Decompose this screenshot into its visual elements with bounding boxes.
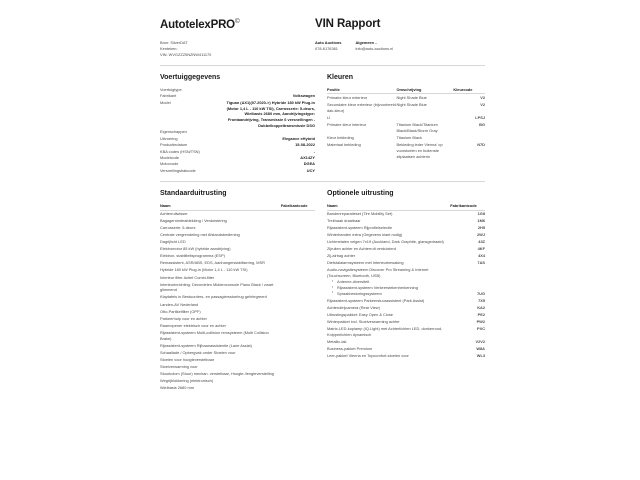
equipment-code (281, 322, 315, 329)
table-row (160, 363, 315, 370)
table-row (327, 102, 485, 115)
equipment-code (281, 384, 315, 391)
table-row (327, 326, 485, 339)
equipment-code (281, 363, 315, 370)
equipment-code (281, 239, 315, 246)
mid-divider (160, 181, 485, 182)
equipment-name: Raamopener elektrisch voor en achter (160, 322, 226, 328)
equipment-code (281, 294, 315, 301)
vehicle-data-label: Fabrikant (160, 93, 177, 99)
equipment-name: Otto-Partikelfilter (OPF) (160, 308, 201, 314)
equipment-name: Bagageruimteafdekking / Verduistering (160, 218, 227, 224)
vehicle-data-label: Versnellingsbakcode (160, 167, 196, 173)
brand-name: AutotelexPRO (160, 18, 235, 31)
equipment-code (281, 246, 315, 253)
table-row (160, 301, 315, 308)
table-row (160, 210, 315, 218)
vehicle-data-row (160, 136, 315, 142)
table-row (327, 210, 485, 218)
list-item: ▪ Rijassistent-systeem Verkeerstekenherkenning (333, 285, 450, 291)
table-row (327, 338, 485, 345)
color-description: Titanium Black (396, 134, 422, 140)
table-row (327, 319, 485, 326)
table-row (160, 246, 315, 253)
table-row (160, 356, 315, 363)
equipment-code (281, 253, 315, 260)
standard-equipment-header-row (160, 203, 315, 210)
table-row (327, 246, 485, 253)
equipment-name: Metallic-lak (327, 339, 347, 345)
contact-name: Auto Auctions (315, 40, 342, 45)
equipment-name: Landen-AV Nederland (160, 301, 199, 307)
color-description (397, 114, 454, 121)
table-row (160, 260, 315, 267)
standard-equipment-title: Standaarduitrusting (160, 190, 227, 197)
vehicle-data-row (160, 93, 315, 99)
equipment-name: Wegrijblokkering (elektronisch) (160, 377, 214, 383)
vehicle-data-value: AX14ZY (300, 154, 315, 160)
equipment-code: 1M6 (477, 218, 485, 224)
color-position: LI (327, 115, 331, 121)
table-row (160, 274, 315, 281)
vehicle-data-label: Model (160, 99, 171, 105)
vehicle-data-label: Uitvoering (160, 135, 178, 141)
table-row (160, 267, 315, 274)
table-row (327, 297, 485, 304)
plate-label: Kenteken: (160, 45, 178, 51)
report-sheet (160, 18, 485, 391)
equipment-name: Audio-navigatiesysteem Discover Pro Streaming & Internet (Touchscreen, Bluetooth, USB) ▪ Antenne-diversiteit ▪ Rijassistent-systeem Verkeerstekenherkenning ▪ Spraakbesturingssysteem (327, 267, 450, 297)
table-row (327, 353, 485, 360)
table-row (160, 253, 315, 260)
equipment-code (281, 232, 315, 239)
vehicle-data-label: KBA codes (HSN/TSN) (160, 148, 200, 154)
vehicle-data-label: Modelcode (160, 154, 180, 160)
equipment-code (281, 301, 315, 308)
equipment-name: Diefstalalarmsysteem met Interieurbewaking (327, 260, 404, 266)
equipment-name: Matrix-LED-koplamp (IQ.Light) met Achterlichten LED, donkerrood, Knipperlichten dynamisch (327, 326, 443, 337)
color-position: Secundaire kleur exterieur (bijvoorbeeld dak-kleur) (327, 102, 396, 113)
color-position: Primaire kleur exterieur (327, 95, 368, 101)
equipment-name: Lichtmetalen velgen 7x19 (Auckland, Dark Graphite, glansgedraaid) (327, 239, 444, 245)
equipment-name: Zijruiten achter en Achterruit verduisterd (327, 246, 396, 252)
vehicle-data-label: Eigenschappen (160, 129, 187, 135)
equipment-code: WL3 (476, 353, 485, 359)
vehicle-data-value: 15-08-2022 (295, 142, 315, 148)
equipment-code: 2WJ (477, 232, 485, 238)
vehicle-data-label: Productiedatum (160, 142, 188, 148)
equipment-name: Winterpakket incl. Stoelverwarming achter (327, 319, 400, 325)
equipment-code: W8A (476, 346, 485, 352)
equipment-name: Centrale vergrendeling met Afstandsbediening (160, 232, 240, 238)
vehicle-data-value: - (313, 148, 315, 154)
optional-equipment-title: Optionele uitrusting (327, 190, 394, 197)
color-description: Bekleding leder Vienna' op voorstoelen en buitenste zitplaatsen achterin (396, 142, 443, 159)
table-row (160, 232, 315, 239)
vehicle-data-row (160, 155, 315, 161)
colors-col-code: Kleurcode (453, 87, 485, 94)
equipment-name: Dagrijlicht LED (160, 239, 186, 245)
equipment-code (281, 274, 315, 281)
contact-email[interactable]: info@auto-auctions.nl (355, 45, 394, 51)
table-row (160, 294, 315, 301)
table-row (327, 218, 485, 225)
color-position: Materiaal bekleding (327, 142, 361, 148)
table-row (327, 141, 485, 160)
equipment-name: Stoelen voor hoogteverstelbaar (160, 356, 215, 362)
vehicle-data-value (216, 129, 315, 135)
equipment-name: Rijassistent-systeem Rijprofielselectie (327, 225, 393, 231)
optional-equipment-body (327, 210, 485, 360)
equipment-code: KA2 (477, 305, 485, 310)
optional-equipment-header-row (327, 203, 485, 210)
table-row (327, 225, 485, 232)
vehicle-data-section (160, 72, 315, 174)
color-code: V2 (480, 102, 485, 108)
standard-equipment-body (160, 210, 315, 391)
color-code: LPSJ (475, 115, 485, 121)
vehicle-data-row (160, 161, 315, 167)
color-code (453, 134, 485, 141)
equipment-code (281, 225, 315, 232)
equipment-name: Trekhaak draaibaar (327, 218, 361, 224)
vehicle-data-value: Tiguan (AX1)(07.2020->) Hybride 180 kW Plug-in (Motor 1,4 L - 110 kW TSI), Carrosserie: 5-deurs, Wielbasis 2680 mm, Aandrijvingstype: Frontaandrijving, Transmissie 6 versnellingen - Dubbelkoppeltransmissie DSG (226, 99, 315, 129)
equipment-code: 43Z (478, 239, 485, 245)
equipment-code (281, 356, 315, 363)
list-item: ▪ Spraakbesturingssysteem (333, 291, 450, 297)
equipment-code: PE2 (477, 312, 485, 318)
list-item: ▪ Antenne-diversiteit (333, 279, 450, 285)
vehicle-data-value (216, 87, 315, 93)
equipment-name: Achterruitwisser (160, 211, 188, 217)
optional-equipment-section (327, 188, 485, 391)
equipment-name: Remassistent, ASR/ABS, EDS, Aanhangerstabilisering, MSR (160, 260, 265, 266)
lower-columns (160, 188, 485, 391)
standard-col-name: Naam (160, 203, 281, 210)
equipment-name: Winterbanden extra (Gegevens klant nodig) (327, 232, 403, 238)
contact-dealer (315, 40, 341, 52)
vehicle-data-title: Voertuiggegevens (160, 73, 221, 81)
equipment-code (281, 210, 315, 218)
equipment-code: 4KF (477, 246, 485, 252)
equipment-code (281, 218, 315, 225)
equipment-code (281, 260, 315, 267)
color-code: V2 (480, 95, 485, 101)
equipment-name: Stuurkolom (Stuur) mechan. verstelbaar, Hoogte-/lengteverstelling (160, 370, 274, 376)
equipment-sub-list (327, 279, 450, 297)
table-row (160, 384, 315, 391)
equipment-code (281, 267, 315, 274)
header-right-block (315, 18, 485, 52)
equipment-name: Klaptafels in Bestuurders- en passagiersstoelrug geïntegreerd (160, 294, 267, 300)
contact-name: Algemeen .. (355, 40, 378, 45)
table-row (327, 239, 485, 246)
equipment-name: Achteruitrijcamera (Rear View) (327, 305, 380, 310)
table-row (327, 260, 485, 267)
vehicle-data-value: Elegance eHybrid (282, 135, 315, 141)
color-code: N7D (477, 142, 485, 148)
colors-col-description: Omschrijving (397, 87, 454, 94)
equipment-name: Uitrustingspakket: Easy Open & Close (327, 312, 393, 318)
equipment-code: 1G8 (477, 211, 485, 217)
table-row (327, 121, 485, 134)
color-code: BG (479, 122, 485, 128)
equipment-name: Bandenreparatieset (Tire Mobility Set) (327, 211, 393, 217)
table-row (160, 308, 315, 315)
standard-equipment-table (160, 203, 315, 391)
contact-detail: 078-6176361 (315, 45, 338, 51)
optional-equipment-table (327, 203, 485, 360)
equipment-name: Leer-pakket Vienna en Topcomfort-stoelen voor (327, 353, 409, 359)
vehicle-data-value: Volkswagen (292, 93, 315, 99)
equipment-name: Carrosserie: 5-deurs (160, 225, 196, 231)
table-row (327, 311, 485, 318)
equipment-code (281, 308, 315, 315)
equipment-name: Elektromotor 85 kW (hybride aandrijving) (160, 246, 231, 252)
vehicle-data-label: Voertuigtype (160, 86, 182, 92)
optional-col-code: Fabrikantcode (450, 203, 485, 210)
equipment-code: 7AS (477, 260, 485, 266)
table-row (160, 322, 315, 329)
table-row (327, 134, 485, 141)
table-row (160, 225, 315, 232)
table-row (327, 114, 485, 121)
vehicle-data-value: UCY (306, 167, 315, 173)
equipment-code: 7UG (477, 290, 485, 296)
equipment-name: Hybride 180 kW Plug-in (Motor 1,4 L - 110 kW TSI) (160, 267, 248, 273)
equipment-name: Rijassistent-systeem Rijbaanassistentie (Lane Assist) (160, 342, 252, 348)
contact-general (355, 40, 393, 52)
vehicle-data-row (160, 87, 315, 93)
color-description: Night Shade Blue (396, 102, 427, 108)
equipment-code: PXC (477, 326, 485, 332)
optional-col-name: Naam (327, 203, 450, 210)
vehicle-data-row (160, 129, 315, 135)
vehicle-data-value: DGEA (303, 161, 315, 167)
equipment-name: Parkeerhulp voor en achter (160, 315, 207, 321)
equipment-name: Rijassistent-systeem Parkeerstuurassistent (Park Assist) (327, 297, 425, 303)
equipment-code (281, 329, 315, 342)
vin-label: VIN: WVGZZZ5NZNW411170 (160, 51, 212, 57)
equipment-code (281, 315, 315, 322)
equipment-code (281, 342, 315, 349)
equipment-code: 7X5 (478, 297, 485, 303)
table-row (160, 315, 315, 322)
table-row (160, 218, 315, 225)
table-row (160, 281, 315, 294)
vehicle-data-row (160, 168, 315, 174)
color-position: Kleur bekleding (327, 134, 354, 140)
standard-equipment-section (160, 188, 315, 391)
table-row (160, 349, 315, 356)
equipment-name: Rijassistent-systeem Multi-collision remsysteem (Multi Collision Brake) (160, 329, 269, 341)
colors-section (327, 72, 485, 174)
table-row (160, 377, 315, 384)
table-row (160, 329, 315, 342)
copyright-mark: © (234, 18, 240, 25)
report-header (160, 18, 485, 58)
contact-list (315, 40, 485, 52)
table-row (327, 232, 485, 239)
table-row (327, 304, 485, 311)
equipment-name: Schaallade / Opbergvak onder Stoelen voor (160, 349, 236, 355)
header-left-block (160, 18, 315, 58)
table-row (327, 267, 485, 297)
equipment-code (281, 370, 315, 377)
equipment-name: Stoelverwarming voor (160, 363, 198, 369)
page-title: VIN Rapport (315, 18, 381, 30)
colors-table-body (327, 94, 485, 160)
table-row (160, 239, 315, 246)
equipment-code: 2H5 (477, 225, 485, 231)
source-label: Bron: SilverDAT (160, 39, 188, 45)
equipment-code (281, 349, 315, 356)
equipment-code (281, 377, 315, 384)
table-row (327, 94, 485, 102)
equipment-code: V2V2 (475, 339, 485, 345)
equipment-code: PW2 (476, 319, 485, 325)
colors-table-header-row (327, 87, 485, 94)
equipment-name: Elektron. stabiliteitsprogramma (ESP) (160, 253, 225, 259)
color-description: Night Shade Blue (396, 95, 427, 101)
colors-table (327, 87, 485, 160)
vehicle-data-label: Motorcode (160, 161, 179, 167)
table-row (160, 370, 315, 377)
standard-col-code: Fabrikantcode (281, 203, 315, 210)
vehicle-data-row (160, 142, 315, 148)
equipment-name: Business-pakket Premium (327, 346, 373, 352)
colors-col-position: Positie (327, 87, 397, 94)
color-position: Primaire kleur interieur (327, 122, 367, 128)
equipment-code (281, 281, 315, 294)
table-row (327, 346, 485, 353)
equipment-name: Zij-airbag achter (327, 253, 356, 259)
equipment-code: 4X4 (478, 253, 485, 259)
vehicle-data-row (160, 149, 315, 155)
table-row (160, 342, 315, 349)
equipment-name: Interieurinrichting: Decordelen Middenconsole Piano Black / zwart glimmend (160, 281, 274, 293)
vehicle-data-row (160, 100, 315, 129)
app-brand-title (160, 18, 315, 31)
vehicle-data-list (160, 87, 315, 174)
equipment-name: Wielbasis 2680 mm (160, 384, 194, 390)
header-divider (160, 65, 485, 66)
color-description: Titanium Black/Titanium Black/Black/Storm Gray (396, 122, 438, 133)
equipment-name: Interieur filter Actief Combi-filter (160, 274, 215, 280)
colors-title: Kleuren (327, 73, 354, 81)
table-row (327, 253, 485, 260)
upper-columns (160, 72, 485, 174)
